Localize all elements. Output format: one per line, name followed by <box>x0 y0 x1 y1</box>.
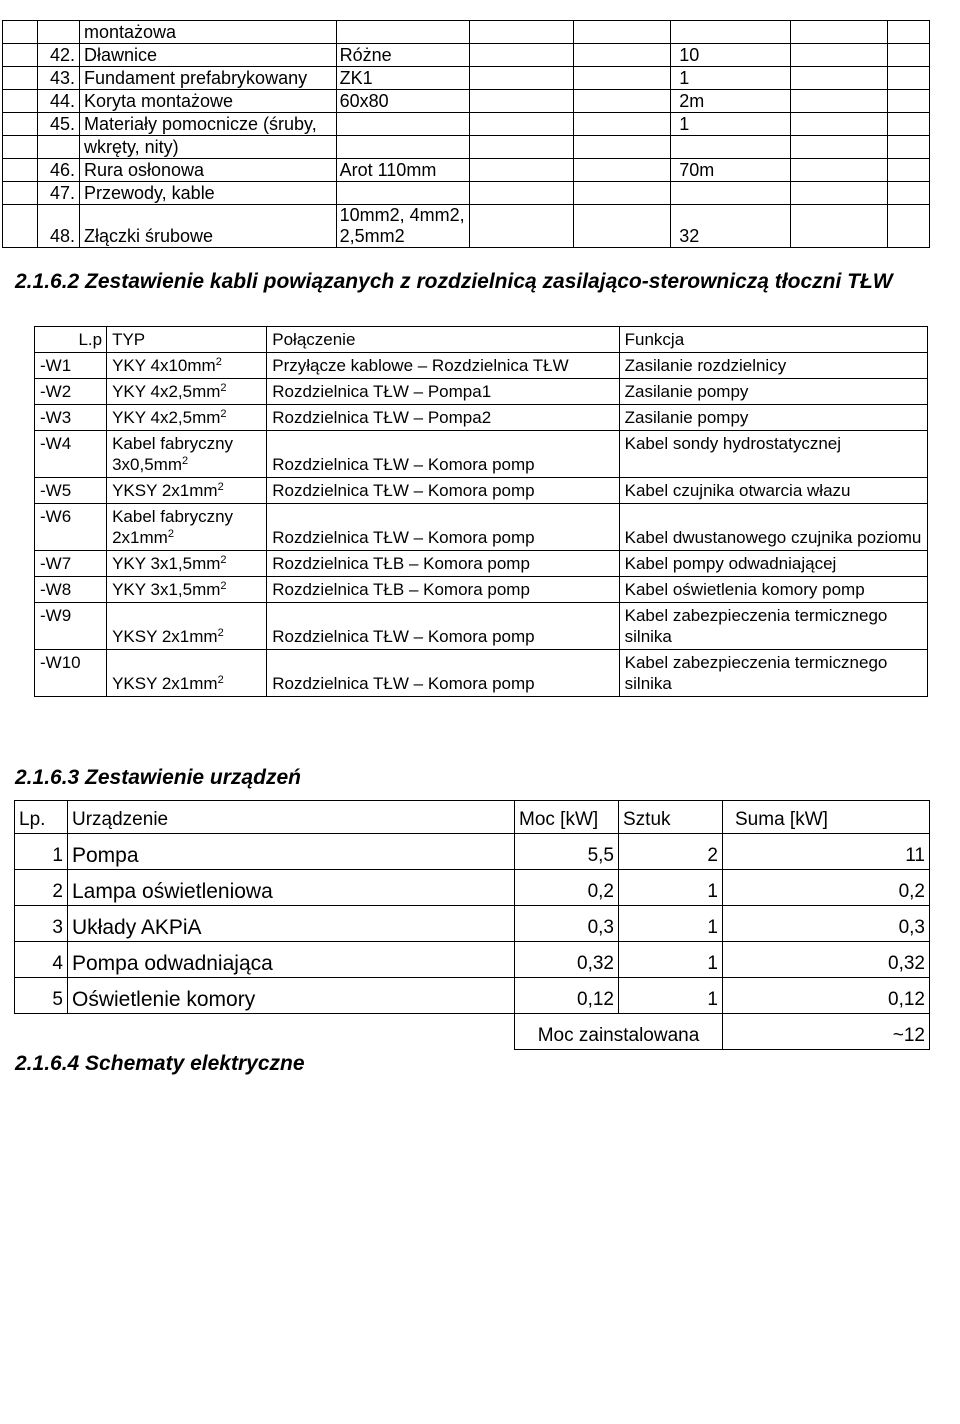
table-row <box>3 136 930 159</box>
table-row <box>35 379 928 405</box>
device-lp: 5 <box>15 978 68 1014</box>
materials-name: Materiały pomocnicze (śruby, <box>79 113 336 136</box>
materials-spec: 60x80 <box>336 90 469 113</box>
cable-type: YKY $3x1,5mm^2$ <box>107 551 267 577</box>
device-sum: 0,32 <box>723 942 930 978</box>
materials-name: Koryta montażowe <box>79 90 336 113</box>
cable-function: Zasilanie rozdzielnicy <box>619 353 927 379</box>
total-label: Moc zainstalowana <box>515 1014 723 1050</box>
cable-id: -W5 <box>35 478 107 504</box>
materials-no: 42. <box>37 44 79 67</box>
cable-function: Kabel sondy hydrostatycznej <box>619 431 927 478</box>
materials-no: 47. <box>37 182 79 205</box>
cable-function: Kabel zabezpieczenia termicznego silnika <box>619 650 927 697</box>
materials-name: Dławnice <box>79 44 336 67</box>
device-sum: 0,2 <box>723 870 930 906</box>
col-header-device: Urządzenie <box>68 801 515 834</box>
materials-qty: 1 <box>671 113 791 136</box>
table-row <box>15 942 930 978</box>
cable-function: Kabel pompy odwadniającej <box>619 551 927 577</box>
materials-name: montażowa <box>79 21 336 44</box>
table-row <box>15 834 930 870</box>
materials-no: 44. <box>37 90 79 113</box>
table-header-row <box>15 801 930 834</box>
cable-connection: Rozdzielnica TŁW – Pompa1 <box>267 379 619 405</box>
device-power: 0,3 <box>515 906 619 942</box>
devices-table <box>14 800 930 1050</box>
device-count: 1 <box>619 942 723 978</box>
materials-qty: 2m <box>671 90 791 113</box>
cable-function: Zasilanie pompy <box>619 379 927 405</box>
materials-spec <box>336 136 469 159</box>
cable-connection: Rozdzielnica TŁW – Komora pomp <box>267 650 619 697</box>
device-sum: 0,12 <box>723 978 930 1014</box>
device-name: Pompa <box>68 834 515 870</box>
cable-type: YKY $4x2,5mm^2$ <box>107 379 267 405</box>
device-power: 0,12 <box>515 978 619 1014</box>
schemes-section-heading: 2.1.6.4 Schematy elektryczne <box>15 1052 305 1075</box>
cable-type: YKY $3x1,5mm^2$ <box>107 577 267 603</box>
table-header-row <box>35 327 928 353</box>
device-name: Układy AKPiA <box>68 906 515 942</box>
materials-spec <box>336 182 469 205</box>
materials-qty: 32 <box>671 205 791 248</box>
device-name: Pompa odwadniająca <box>68 942 515 978</box>
device-sum: 11 <box>723 834 930 870</box>
table-row <box>3 113 930 136</box>
table-row <box>35 478 928 504</box>
table-row <box>3 67 930 90</box>
cable-id: -W2 <box>35 379 107 405</box>
cable-id: -W7 <box>35 551 107 577</box>
materials-qty <box>671 136 791 159</box>
materials-no: 48. <box>37 205 79 248</box>
cable-connection: Rozdzielnica TŁW – Komora pomp <box>267 603 619 650</box>
table-row <box>35 353 928 379</box>
materials-no: 43. <box>37 67 79 90</box>
device-lp: 2 <box>15 870 68 906</box>
materials-qty: 1 <box>671 67 791 90</box>
device-count: 1 <box>619 978 723 1014</box>
cable-function: Zasilanie pompy <box>619 405 927 431</box>
materials-no: 45. <box>37 113 79 136</box>
device-lp: 4 <box>15 942 68 978</box>
cable-type: YKSY $2x1mm^2$ <box>107 478 267 504</box>
device-count: 1 <box>619 906 723 942</box>
device-power: 0,2 <box>515 870 619 906</box>
table-row <box>15 978 930 1014</box>
materials-qty: 70m <box>671 159 791 182</box>
table-row <box>3 44 930 67</box>
cable-connection: Rozdzielnica TŁB – Komora pomp <box>267 551 619 577</box>
cable-connection: Rozdzielnica TŁW – Pompa2 <box>267 405 619 431</box>
materials-spec: Arot 110mm <box>336 159 469 182</box>
cable-connection: Rozdzielnica TŁW – Komora pomp <box>267 431 619 478</box>
cable-id: -W10 <box>35 650 107 697</box>
col-header-function: Funkcja <box>619 327 927 353</box>
col-header-count: Sztuk <box>619 801 723 834</box>
cable-function: Kabel dwustanowego czujnika poziomu <box>619 504 927 551</box>
cables-section-heading: 2.1.6.2 Zestawienie kabli powiązanych z rozdzielnicą zasilająco-sterowniczą tłoczni TŁW <box>15 270 893 293</box>
cable-type: YKSY $2x1mm^2$ <box>107 650 267 697</box>
table-row <box>35 650 928 697</box>
materials-spec: ZK1 <box>336 67 469 90</box>
col-header-connection: Połączenie <box>267 327 619 353</box>
col-header-lp: Lp. <box>15 801 68 834</box>
table-row <box>35 551 928 577</box>
col-header-type: TYP <box>107 327 267 353</box>
device-count: 1 <box>619 870 723 906</box>
cable-type: YKY $4x10mm^2$ <box>107 353 267 379</box>
col-header-power: Moc [kW] <box>515 801 619 834</box>
table-row <box>3 21 930 44</box>
cable-id: -W3 <box>35 405 107 431</box>
device-power: 5,5 <box>515 834 619 870</box>
materials-no: 46. <box>37 159 79 182</box>
cable-type: Kabel fabryczny $3x0,5mm^2$ <box>107 431 267 478</box>
cable-function: Kabel oświetlenia komory pomp <box>619 577 927 603</box>
materials-spec <box>336 113 469 136</box>
table-row <box>35 577 928 603</box>
table-row <box>15 906 930 942</box>
table-row <box>35 504 928 551</box>
col-header-sum: Suma [kW] <box>723 801 930 834</box>
materials-no <box>37 21 79 44</box>
cable-connection: Rozdzielnica TŁW – Komora pomp <box>267 504 619 551</box>
materials-no <box>37 136 79 159</box>
materials-name: Fundament prefabrykowany <box>79 67 336 90</box>
device-lp: 3 <box>15 906 68 942</box>
cable-function: Kabel czujnika otwarcia włazu <box>619 478 927 504</box>
total-value: ~12 <box>723 1014 930 1050</box>
materials-spec: Różne <box>336 44 469 67</box>
cable-connection: Rozdzielnica TŁW – Komora pomp <box>267 478 619 504</box>
device-name: Oświetlenie komory <box>68 978 515 1014</box>
table-row <box>3 182 930 205</box>
materials-name: Złączki śrubowe <box>79 205 336 248</box>
table-row <box>3 90 930 113</box>
table-row <box>35 603 928 650</box>
cable-id: -W4 <box>35 431 107 478</box>
cable-id: -W8 <box>35 577 107 603</box>
materials-name: wkręty, nity) <box>79 136 336 159</box>
cable-function: Kabel zabezpieczenia termicznego silnika <box>619 603 927 650</box>
device-lp: 1 <box>15 834 68 870</box>
table-row <box>35 405 928 431</box>
cable-type: YKY $4x2,5mm^2$ <box>107 405 267 431</box>
cable-type: Kabel fabryczny $2x1mm^2$ <box>107 504 267 551</box>
cables-table <box>34 326 928 697</box>
cable-id: -W1 <box>35 353 107 379</box>
total-row <box>15 1014 930 1050</box>
materials-qty <box>671 21 791 44</box>
device-count: 2 <box>619 834 723 870</box>
device-power: 0,32 <box>515 942 619 978</box>
devices-section-heading: 2.1.6.3 Zestawienie urządzeń <box>15 766 301 789</box>
col-header-lp: L.p <box>35 327 107 353</box>
materials-table <box>2 20 930 248</box>
table-row <box>3 159 930 182</box>
materials-spec <box>336 21 469 44</box>
table-row <box>3 205 930 248</box>
materials-qty <box>671 182 791 205</box>
table-row <box>15 870 930 906</box>
cable-id: -W9 <box>35 603 107 650</box>
cable-type: YKSY $2x1mm^2$ <box>107 603 267 650</box>
device-sum: 0,3 <box>723 906 930 942</box>
device-name: Lampa oświetleniowa <box>68 870 515 906</box>
materials-name: Przewody, kable <box>79 182 336 205</box>
materials-qty: 10 <box>671 44 791 67</box>
materials-name: Rura osłonowa <box>79 159 336 182</box>
cable-id: -W6 <box>35 504 107 551</box>
table-row <box>35 431 928 478</box>
materials-spec: 10mm2, 4mm2, 2,5mm2 <box>336 205 469 248</box>
cable-connection: Rozdzielnica TŁB – Komora pomp <box>267 577 619 603</box>
cable-connection: Przyłącze kablowe – Rozdzielnica TŁW <box>267 353 619 379</box>
